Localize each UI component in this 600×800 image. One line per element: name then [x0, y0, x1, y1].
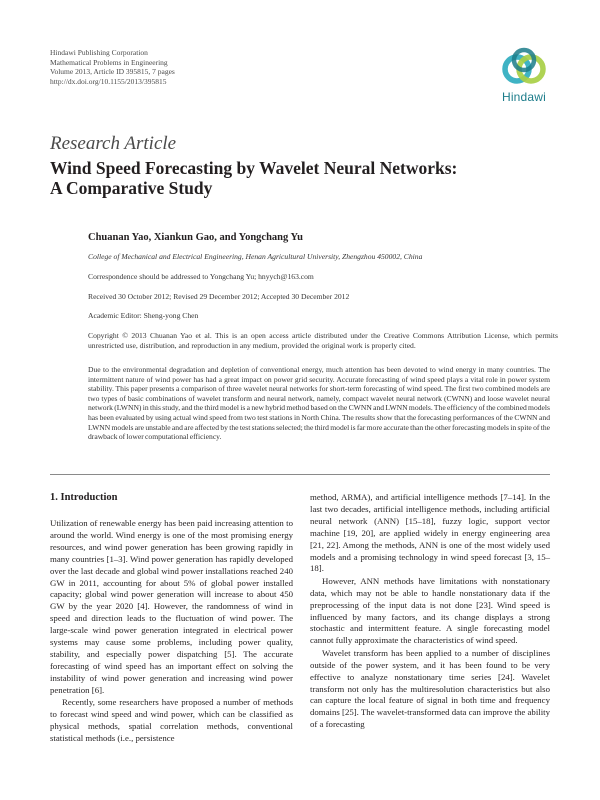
hindawi-rings-icon	[496, 44, 552, 92]
doi-link[interactable]: http://dx.doi.org/10.1155/2013/395815	[50, 76, 167, 86]
journal-header	[50, 48, 175, 86]
copyright-notice: Copyright © 2013 Chuanan Yao et al. This is an open access article distributed under the Creative Commons Attribution License, which permits unrestricted use, distribution, and reproduction in any medium, provided the original work is properly cited.	[88, 331, 558, 350]
title-line-1: Wind Speed Forecasting by Wavelet Neural Networks:	[50, 158, 458, 178]
paragraph: Recently, some researchers have proposed a number of methods to forecast wind speed and wind power, which can be classified as physical methods, spatial correlation methods, conventional statistical methods (i.e., persistence	[50, 697, 293, 743]
paragraph: Utilization of renewable energy has been paid increasing attention to around the world. Wind energy is one of the most promising energy resources, and wind power generation has been growing rapidly in many countries [1–3]. Wind power generation has rapidly developed over the last decade and global wind power installations reached 240 GW in 2011, accounting for about 5% of global power installed capacity; global wind power generation will increase to about 450 GW by the year 2020 [4]. However, the randomness of wind in speed and direction leads to the fluctuation of wind power. The large-scale wind power generation integrated in electrical power systems may cause some problems, including power quality, stability, and especially power dispatching [5]. The accurate forecasting of wind speed has an important effect on solving the instability of wind power generation and increasing wind power penetration [6].	[50, 518, 293, 695]
affiliation: College of Mechanical and Electrical Engineering, Henan Agricultural University, Zhengzhou 450002, China	[88, 252, 423, 261]
logo-wordmark: Hindawi	[501, 90, 547, 104]
journal-name: Mathematical Problems in Engineering	[50, 57, 168, 67]
title-line-2: A Comparative Study	[50, 178, 213, 198]
correspondence: Correspondence should be addressed to Yongchang Yu; hnyych@163.com	[88, 272, 314, 281]
left-column	[50, 518, 293, 745]
hindawi-logo	[496, 44, 552, 108]
abstract: Due to the environmental degradation and depletion of conventional energy, much attention has been devoted to wind energy in many countries. The intermittent nature of wind power has had a great impact on power grid security. Accurate forecasting of wind speed plays a vital role in power system stability. This paper presents a comparison of three wavelet neural networks for short-term forecasting of wind speed. The first two combined models are two types of basic combinations of wavelet transform and neural network, namely, compact wavelet neural network (CWNN) and loose wavelet neural network (LWNN) in this study, and the third model is a new hybrid method based on the CWNN and LWNN models. The efficiency of the combined models has been evaluated by using actual wind speed from two test stations in North China. The results show that the forecasting performances of the CWNN and LWNN models are unstable and are affected by the test stations selected; the third model is far more accurate than the other forecasting models in spite of the drawback of lower computational efficiency.	[88, 365, 550, 442]
paragraph: However, ANN methods have limitations with nonstationary data, which may not be able to handle nonstationary data if the preprocessing of the input data is not done [23]. Wind speed is influenced by many factors, and its change displays a strong stochastic and intermittent feature. A single forecasting model cannot fully approximate the characteristics of wind speed.	[310, 575, 550, 646]
section-divider	[50, 474, 550, 475]
received-dates: Received 30 October 2012; Revised 29 December 2012; Accepted 30 December 2012	[88, 292, 350, 301]
volume-line: Volume 2013, Article ID 395815, 7 pages	[50, 67, 175, 76]
academic-editor: Academic Editor: Sheng-yong Chen	[88, 311, 199, 320]
article-title	[50, 158, 550, 198]
paragraph: Wavelet transform has been applied to a number of disciplines outside of the power system, and it has been found to be very effective to analyze nonstationary time series [24]. Wavelet transform not only has the multiresolution characteristics but also can capture the local feature of signal in both time and frequency domains [25]. The wavelet-transformed data can improve the ability of a forecasting	[310, 647, 550, 730]
right-column	[310, 492, 550, 731]
paragraph: method, ARMA), and artificial intelligence methods [7–14]. In the last two decades, artificial intelligence methods, including artificial neural network (ANN) [15–18], fuzzy logic, support vector machine [19, 20], are applied widely in energy engineering area [21, 22]. Among the methods, ANN is one of the most widely used models and a promising technology in wind speed forecast [3, 15–18].	[310, 492, 550, 574]
section-heading: 1. Introduction	[50, 492, 118, 503]
author-list: Chuanan Yao, Xiankun Gao, and Yongchang Yu	[88, 232, 303, 243]
publisher-line: Hindawi Publishing Corporation	[50, 48, 148, 57]
article-type: Research Article	[50, 133, 177, 154]
